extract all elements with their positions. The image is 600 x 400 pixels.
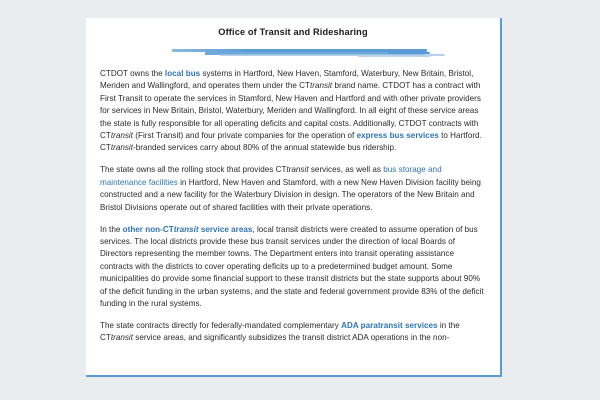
- body-text: services, as well as: [308, 165, 384, 175]
- body-link[interactable]: transit: [173, 224, 199, 234]
- body-text: in Hartford, New Haven and Stamford, with a new New Haven Division facility being constructed and a new facility for the Waterbury Division in design. The operators of the New Britain and Bristol Divisions operate out of shared facilities with their private operations.: [100, 177, 481, 212]
- body-link[interactable]: local bus: [164, 69, 201, 79]
- body-link[interactable]: express bus services: [356, 131, 439, 141]
- body-link[interactable]: bus storage and maintenance facilities: [100, 165, 442, 187]
- body-paragraph: [100, 320, 486, 345]
- divider-bar-5: [358, 55, 430, 57]
- italic-text: transit: [310, 81, 333, 91]
- decorative-divider-graphic: [100, 47, 486, 59]
- body-paragraph: [100, 164, 486, 214]
- body-text: service areas, and significantly subsidizes the transit district ADA operations in the non-: [133, 333, 450, 343]
- italic-text: transit: [286, 165, 309, 175]
- body-paragraph: [100, 68, 486, 155]
- document-page-content: [86, 18, 500, 345]
- body-text: , local transit districts were created to assume operation of bus services. The local districts provide these bus transit services under the direction of local Boards of Directors representing the member towns. The Department enters into transit operating assistance contracts with the districts to cover operating deficits up to a predetermined budget amount. Some municipalities do provide some financial support to these transit districts but the state supports about 90% of the deficit funding in the urban systems, and the state and federal government provide 83% of the deficit funding in the rural systems.: [100, 224, 484, 308]
- body-text: The state contracts directly for federally-mandated complementary: [100, 320, 342, 330]
- italic-text: transit: [110, 143, 134, 153]
- body-text: in the CT: [100, 320, 460, 343]
- body-text: to Hartford. CT: [100, 131, 482, 153]
- body-link[interactable]: other non-CT: [122, 224, 174, 234]
- italic-text: transit: [110, 333, 134, 343]
- body-text: brand name. CTDOT has a contract with First Transit to operate the services in Stamford, New Haven and Hartford and with other private providers for services in New Britain, Bristol, Waterbury, Meriden and Wallingford. In all eight of these service areas the state is fully responsible for all operating deficits and capital costs. Additionally, CTDOT contracts with CT: [100, 81, 481, 141]
- body-text: systems in Hartford, New Haven, Stamford, Waterbury, New Britain, Bristol, Meriden and Wallingford, and operates them under the CT: [100, 69, 474, 91]
- body-text: CTDOT owns the: [100, 69, 165, 79]
- body-paragraph: [100, 224, 486, 311]
- divider-bar-4: [388, 52, 430, 55]
- body-text: The state owns all the rolling stock that provides CT: [100, 165, 287, 175]
- page-title: Office of Transit and Ridesharing: [218, 27, 368, 37]
- body-text: (First Transit) and four private companies for the operation of: [133, 131, 357, 141]
- italic-text: transit: [110, 131, 134, 141]
- body-link[interactable]: service areas: [198, 224, 253, 234]
- document-page: [86, 18, 502, 377]
- document-body: [100, 68, 486, 345]
- body-text: -branded services carry about 80% of the annual statewide bus ridership.: [133, 143, 397, 153]
- body-link[interactable]: ADA paratransit services: [341, 320, 438, 330]
- body-text: In the: [100, 224, 123, 234]
